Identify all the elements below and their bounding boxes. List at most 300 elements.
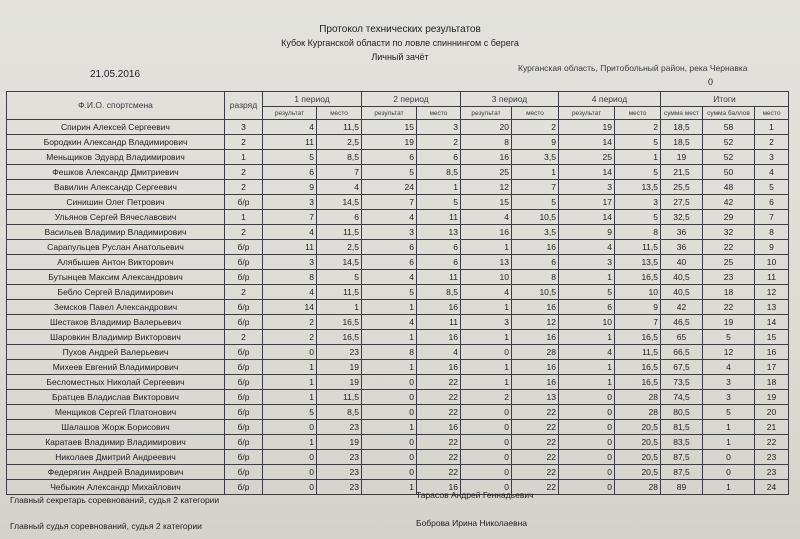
athlete-rank: б/р bbox=[225, 300, 263, 315]
period-result: 4 bbox=[461, 210, 512, 225]
period-result: 0 bbox=[461, 435, 512, 450]
header-name: Ф.И.О. спортсмена bbox=[7, 92, 225, 120]
period-place: 2,5 bbox=[317, 135, 362, 150]
final-place: 1 bbox=[755, 120, 789, 135]
header-period-4: 4 период bbox=[559, 92, 661, 107]
final-place: 13 bbox=[755, 300, 789, 315]
table-row bbox=[7, 405, 789, 420]
period-result: 3 bbox=[263, 195, 317, 210]
period-result: 1 bbox=[263, 375, 317, 390]
sum-points: 22 bbox=[703, 240, 755, 255]
athlete-rank: 2 bbox=[225, 180, 263, 195]
period-place: 1 bbox=[512, 165, 559, 180]
final-place: 20 bbox=[755, 405, 789, 420]
period-place: 23 bbox=[317, 345, 362, 360]
table-row bbox=[7, 150, 789, 165]
period-place: 3,5 bbox=[512, 150, 559, 165]
period-place: 7 bbox=[317, 165, 362, 180]
table-row bbox=[7, 195, 789, 210]
period-result: 3 bbox=[362, 225, 417, 240]
period-result: 0 bbox=[559, 465, 615, 480]
period-result: 6 bbox=[559, 300, 615, 315]
athlete-rank: б/р bbox=[225, 255, 263, 270]
period-place: 8,5 bbox=[317, 405, 362, 420]
period-result: 0 bbox=[362, 435, 417, 450]
period-result: 4 bbox=[362, 270, 417, 285]
final-place: 24 bbox=[755, 480, 789, 495]
period-result: 14 bbox=[559, 135, 615, 150]
period-result: 1 bbox=[263, 435, 317, 450]
period-result: 19 bbox=[362, 135, 417, 150]
sum-points: 29 bbox=[703, 210, 755, 225]
period-place: 5 bbox=[512, 195, 559, 210]
period-result: 1 bbox=[461, 360, 512, 375]
period-place: 2,5 bbox=[317, 240, 362, 255]
final-place: 15 bbox=[755, 330, 789, 345]
athlete-name: Спирин Алексей Сергеевич bbox=[7, 120, 225, 135]
table-row bbox=[7, 135, 789, 150]
sub-result: результат bbox=[461, 107, 512, 120]
athlete-name: Земсков Павел Александрович bbox=[7, 300, 225, 315]
sum-points: 48 bbox=[703, 180, 755, 195]
sum-places: 18,5 bbox=[661, 135, 703, 150]
period-result: 0 bbox=[263, 480, 317, 495]
period-place: 16,5 bbox=[615, 375, 661, 390]
table-row bbox=[7, 240, 789, 255]
table-row bbox=[7, 480, 789, 495]
final-place: 9 bbox=[755, 240, 789, 255]
period-result: 0 bbox=[263, 420, 317, 435]
secretary-role: Главный секретарь соревнований, судья 2 категории bbox=[10, 495, 220, 505]
period-place: 5 bbox=[317, 270, 362, 285]
period-result: 5 bbox=[263, 405, 317, 420]
period-place: 9 bbox=[615, 300, 661, 315]
period-result: 0 bbox=[559, 450, 615, 465]
period-place: 4 bbox=[417, 345, 461, 360]
period-result: 2 bbox=[461, 390, 512, 405]
period-place: 28 bbox=[615, 480, 661, 495]
period-place: 19 bbox=[317, 375, 362, 390]
table-row bbox=[7, 210, 789, 225]
period-place: 22 bbox=[512, 405, 559, 420]
athlete-name: Федерягин Андрей Владимирович bbox=[7, 465, 225, 480]
period-result: 4 bbox=[559, 240, 615, 255]
sum-places: 74,5 bbox=[661, 390, 703, 405]
athlete-name: Шаровкин Владимир Викторович bbox=[7, 330, 225, 345]
athlete-name: Николаев Дмитрий Андреевич bbox=[7, 450, 225, 465]
final-place: 12 bbox=[755, 285, 789, 300]
period-place: 13,5 bbox=[615, 180, 661, 195]
period-result: 0 bbox=[362, 450, 417, 465]
competition-location: Курганская область, Притобольный район, река Чернавка bbox=[518, 63, 748, 73]
athlete-name: Михеев Евгений Владимирович bbox=[7, 360, 225, 375]
table-row bbox=[7, 450, 789, 465]
period-place: 2 bbox=[615, 120, 661, 135]
period-result: 1 bbox=[461, 375, 512, 390]
period-result: 16 bbox=[461, 150, 512, 165]
final-place: 3 bbox=[755, 150, 789, 165]
athlete-name: Вавилин Александр Сергеевич bbox=[7, 180, 225, 195]
period-result: 0 bbox=[461, 465, 512, 480]
table-row bbox=[7, 180, 789, 195]
period-result: 3 bbox=[559, 180, 615, 195]
athlete-name: Каратаев Владимир Владимирович bbox=[7, 435, 225, 450]
period-place: 22 bbox=[512, 480, 559, 495]
period-place: 11 bbox=[417, 270, 461, 285]
sub-result: результат bbox=[263, 107, 317, 120]
period-result: 0 bbox=[559, 480, 615, 495]
final-place: 23 bbox=[755, 450, 789, 465]
period-place: 16 bbox=[417, 420, 461, 435]
sum-places: 80,5 bbox=[661, 405, 703, 420]
period-result: 3 bbox=[559, 255, 615, 270]
period-place: 6 bbox=[417, 240, 461, 255]
period-result: 0 bbox=[559, 390, 615, 405]
table-row bbox=[7, 120, 789, 135]
period-place: 28 bbox=[615, 405, 661, 420]
period-result: 6 bbox=[263, 165, 317, 180]
table-row bbox=[7, 300, 789, 315]
period-place: 16 bbox=[512, 240, 559, 255]
period-place: 13,5 bbox=[615, 255, 661, 270]
period-result: 1 bbox=[461, 300, 512, 315]
athlete-rank: б/р bbox=[225, 465, 263, 480]
sum-points: 1 bbox=[703, 435, 755, 450]
sum-points: 0 bbox=[703, 465, 755, 480]
period-place: 8,5 bbox=[417, 285, 461, 300]
period-result: 1 bbox=[559, 330, 615, 345]
period-place: 8 bbox=[512, 270, 559, 285]
period-place: 22 bbox=[417, 375, 461, 390]
table-row bbox=[7, 285, 789, 300]
final-place: 23 bbox=[755, 465, 789, 480]
period-result: 0 bbox=[263, 345, 317, 360]
final-place: 10 bbox=[755, 255, 789, 270]
period-place: 11,5 bbox=[317, 120, 362, 135]
period-result: 1 bbox=[362, 420, 417, 435]
period-result: 2 bbox=[263, 330, 317, 345]
sum-places: 67,5 bbox=[661, 360, 703, 375]
period-result: 9 bbox=[559, 225, 615, 240]
athlete-name: Чебыкин Александр Михайлович bbox=[7, 480, 225, 495]
sum-places: 40,5 bbox=[661, 285, 703, 300]
period-place: 13 bbox=[512, 390, 559, 405]
sum-places: 18,5 bbox=[661, 120, 703, 135]
period-result: 0 bbox=[559, 405, 615, 420]
athlete-name: Алябышев Антон Викторович bbox=[7, 255, 225, 270]
period-place: 22 bbox=[512, 450, 559, 465]
period-result: 1 bbox=[362, 360, 417, 375]
athlete-name: Бесломестных Николай Сергеевич bbox=[7, 375, 225, 390]
athlete-rank: 1 bbox=[225, 150, 263, 165]
sum-points: 42 bbox=[703, 195, 755, 210]
period-result: 1 bbox=[461, 330, 512, 345]
athlete-rank: 2 bbox=[225, 135, 263, 150]
athlete-rank: 2 bbox=[225, 285, 263, 300]
period-place: 2 bbox=[512, 120, 559, 135]
period-place: 16 bbox=[417, 480, 461, 495]
sum-points: 3 bbox=[703, 390, 755, 405]
period-place: 1 bbox=[615, 150, 661, 165]
competition-name: Кубок Курганской области по ловле спиннингом с берега bbox=[281, 38, 519, 48]
period-place: 16 bbox=[417, 330, 461, 345]
header-totals: Итоги bbox=[661, 92, 789, 107]
period-result: 0 bbox=[263, 465, 317, 480]
standings-type: Личный зачёт bbox=[371, 52, 429, 62]
period-place: 11,5 bbox=[317, 390, 362, 405]
table-row bbox=[7, 270, 789, 285]
sum-places: 40 bbox=[661, 255, 703, 270]
period-result: 0 bbox=[263, 450, 317, 465]
period-place: 28 bbox=[615, 390, 661, 405]
period-result: 2 bbox=[263, 315, 317, 330]
sum-points: 22 bbox=[703, 300, 755, 315]
period-result: 14 bbox=[263, 300, 317, 315]
period-result: 0 bbox=[362, 405, 417, 420]
period-place: 16 bbox=[417, 300, 461, 315]
table-row bbox=[7, 315, 789, 330]
period-place: 16,5 bbox=[317, 315, 362, 330]
period-place: 11,5 bbox=[317, 225, 362, 240]
period-place: 14,5 bbox=[317, 255, 362, 270]
period-result: 0 bbox=[461, 345, 512, 360]
period-result: 17 bbox=[559, 195, 615, 210]
athlete-rank: 2 bbox=[225, 165, 263, 180]
sum-places: 42 bbox=[661, 300, 703, 315]
athlete-rank: б/р bbox=[225, 270, 263, 285]
sum-points: 18 bbox=[703, 285, 755, 300]
athlete-name: Пухов Андрей Валерьевич bbox=[7, 345, 225, 360]
final-place: 6 bbox=[755, 195, 789, 210]
period-result: 3 bbox=[263, 255, 317, 270]
sum-places: 87,5 bbox=[661, 465, 703, 480]
sum-places: 32,5 bbox=[661, 210, 703, 225]
sum-places: 87,5 bbox=[661, 450, 703, 465]
period-result: 10 bbox=[461, 270, 512, 285]
sub-place: место bbox=[512, 107, 559, 120]
period-place: 1 bbox=[317, 300, 362, 315]
athlete-name: Братцев Владислав Викторович bbox=[7, 390, 225, 405]
period-place: 7 bbox=[512, 180, 559, 195]
athlete-rank: б/р bbox=[225, 435, 263, 450]
period-result: 19 bbox=[559, 120, 615, 135]
sub-sum-points: сумма баллов bbox=[703, 107, 755, 120]
period-result: 0 bbox=[461, 420, 512, 435]
period-place: 20,5 bbox=[615, 420, 661, 435]
period-place: 16 bbox=[512, 330, 559, 345]
period-result: 1 bbox=[362, 330, 417, 345]
period-result: 4 bbox=[263, 120, 317, 135]
period-place: 13 bbox=[417, 225, 461, 240]
sum-places: 46,5 bbox=[661, 315, 703, 330]
period-place: 16,5 bbox=[615, 360, 661, 375]
final-place: 11 bbox=[755, 270, 789, 285]
period-result: 11 bbox=[263, 135, 317, 150]
competition-date: 21.05.2016 bbox=[90, 69, 141, 80]
table-row bbox=[7, 330, 789, 345]
sum-places: 27,5 bbox=[661, 195, 703, 210]
sum-places: 21,5 bbox=[661, 165, 703, 180]
athlete-rank: б/р bbox=[225, 390, 263, 405]
period-place: 23 bbox=[317, 420, 362, 435]
sum-places: 36 bbox=[661, 240, 703, 255]
period-place: 23 bbox=[317, 450, 362, 465]
period-place: 23 bbox=[317, 465, 362, 480]
period-result: 4 bbox=[559, 345, 615, 360]
period-result: 5 bbox=[362, 165, 417, 180]
sum-places: 19 bbox=[661, 150, 703, 165]
period-result: 12 bbox=[461, 180, 512, 195]
athlete-rank: б/р bbox=[225, 315, 263, 330]
sub-place: место bbox=[615, 107, 661, 120]
period-place: 6 bbox=[417, 150, 461, 165]
athlete-name: Сарапульцев Руслан Анатольевич bbox=[7, 240, 225, 255]
period-result: 1 bbox=[362, 300, 417, 315]
sum-points: 12 bbox=[703, 345, 755, 360]
athlete-rank: 2 bbox=[225, 330, 263, 345]
period-place: 11 bbox=[417, 210, 461, 225]
final-place: 8 bbox=[755, 225, 789, 240]
period-place: 22 bbox=[512, 420, 559, 435]
period-place: 22 bbox=[417, 435, 461, 450]
sub-place: место bbox=[317, 107, 362, 120]
athlete-rank: б/р bbox=[225, 420, 263, 435]
sum-points: 5 bbox=[703, 330, 755, 345]
protocol-title: Протокол технических результатов bbox=[319, 24, 481, 35]
period-place: 19 bbox=[317, 435, 362, 450]
period-result: 0 bbox=[362, 465, 417, 480]
period-result: 11 bbox=[263, 240, 317, 255]
period-place: 22 bbox=[417, 465, 461, 480]
period-result: 6 bbox=[362, 150, 417, 165]
period-result: 6 bbox=[362, 240, 417, 255]
header-period-1: 1 период bbox=[263, 92, 362, 107]
period-place: 14,5 bbox=[317, 195, 362, 210]
sum-points: 4 bbox=[703, 360, 755, 375]
period-result: 1 bbox=[263, 360, 317, 375]
sum-places: 81,5 bbox=[661, 420, 703, 435]
sum-points: 3 bbox=[703, 375, 755, 390]
results-table bbox=[6, 91, 789, 495]
sub-place: место bbox=[417, 107, 461, 120]
period-place: 11,5 bbox=[615, 345, 661, 360]
secretary-name: Тарасов Андрей Геннадьевич bbox=[416, 490, 534, 500]
period-place: 5 bbox=[615, 135, 661, 150]
period-result: 25 bbox=[559, 150, 615, 165]
final-place: 19 bbox=[755, 390, 789, 405]
athlete-rank: 2 bbox=[225, 225, 263, 240]
period-result: 24 bbox=[362, 180, 417, 195]
period-result: 1 bbox=[461, 240, 512, 255]
header-extra-value: 0 bbox=[708, 77, 714, 87]
athlete-name: Шестаков Владимир Валерьевич bbox=[7, 315, 225, 330]
period-place: 22 bbox=[417, 405, 461, 420]
athlete-rank: б/р bbox=[225, 450, 263, 465]
period-place: 3,5 bbox=[512, 225, 559, 240]
sum-points: 23 bbox=[703, 270, 755, 285]
sum-points: 52 bbox=[703, 135, 755, 150]
sum-places: 36 bbox=[661, 225, 703, 240]
table-row bbox=[7, 255, 789, 270]
period-result: 15 bbox=[461, 195, 512, 210]
period-place: 20,5 bbox=[615, 435, 661, 450]
athlete-rank: б/р bbox=[225, 240, 263, 255]
athlete-rank: 1 bbox=[225, 210, 263, 225]
athlete-name: Васильев Владимир Владимирович bbox=[7, 225, 225, 240]
period-result: 5 bbox=[263, 150, 317, 165]
period-place: 20,5 bbox=[615, 465, 661, 480]
athlete-rank: б/р bbox=[225, 405, 263, 420]
sum-points: 32 bbox=[703, 225, 755, 240]
sum-points: 52 bbox=[703, 150, 755, 165]
athlete-rank: б/р bbox=[225, 375, 263, 390]
period-result: 5 bbox=[362, 285, 417, 300]
period-place: 11,5 bbox=[317, 285, 362, 300]
table-header-row bbox=[7, 92, 789, 107]
header-period-3: 3 период bbox=[461, 92, 559, 107]
period-place: 6 bbox=[512, 255, 559, 270]
period-place: 16 bbox=[512, 375, 559, 390]
period-place: 22 bbox=[512, 435, 559, 450]
period-place: 10 bbox=[615, 285, 661, 300]
period-result: 4 bbox=[461, 285, 512, 300]
period-result: 9 bbox=[263, 180, 317, 195]
period-place: 3 bbox=[615, 195, 661, 210]
athlete-name: Бородкин Александр Владимирович bbox=[7, 135, 225, 150]
period-place: 9 bbox=[512, 135, 559, 150]
period-result: 13 bbox=[461, 255, 512, 270]
period-place: 8,5 bbox=[317, 150, 362, 165]
period-place: 22 bbox=[512, 465, 559, 480]
athlete-name: Фешков Александр Дмитриевич bbox=[7, 165, 225, 180]
final-place: 4 bbox=[755, 165, 789, 180]
athlete-name: Ульянов Сергей Вячеславович bbox=[7, 210, 225, 225]
final-place: 14 bbox=[755, 315, 789, 330]
period-place: 7 bbox=[615, 315, 661, 330]
period-result: 0 bbox=[461, 450, 512, 465]
athlete-name: Бутынцев Максим Александрович bbox=[7, 270, 225, 285]
period-place: 8 bbox=[615, 225, 661, 240]
period-place: 2 bbox=[417, 135, 461, 150]
sum-places: 83,5 bbox=[661, 435, 703, 450]
final-place: 5 bbox=[755, 180, 789, 195]
sum-places: 25,5 bbox=[661, 180, 703, 195]
final-place: 2 bbox=[755, 135, 789, 150]
period-result: 4 bbox=[362, 210, 417, 225]
final-place: 18 bbox=[755, 375, 789, 390]
period-result: 14 bbox=[559, 165, 615, 180]
period-place: 19 bbox=[317, 360, 362, 375]
period-result: 1 bbox=[263, 390, 317, 405]
table-row bbox=[7, 390, 789, 405]
period-place: 10,5 bbox=[512, 210, 559, 225]
period-result: 15 bbox=[362, 120, 417, 135]
final-place: 16 bbox=[755, 345, 789, 360]
header-rank: разряд bbox=[225, 92, 263, 120]
period-result: 0 bbox=[559, 420, 615, 435]
period-result: 16 bbox=[461, 225, 512, 240]
sub-result: результат bbox=[362, 107, 417, 120]
judge-role: Главный судья соревнований, судья 2 категории bbox=[10, 521, 202, 531]
sum-points: 5 bbox=[703, 405, 755, 420]
period-result: 3 bbox=[461, 315, 512, 330]
sum-points: 1 bbox=[703, 420, 755, 435]
athlete-name: Меньщиков Эдуард Владимирович bbox=[7, 150, 225, 165]
period-place: 1 bbox=[417, 180, 461, 195]
table-row bbox=[7, 345, 789, 360]
period-place: 22 bbox=[417, 390, 461, 405]
period-result: 4 bbox=[362, 315, 417, 330]
